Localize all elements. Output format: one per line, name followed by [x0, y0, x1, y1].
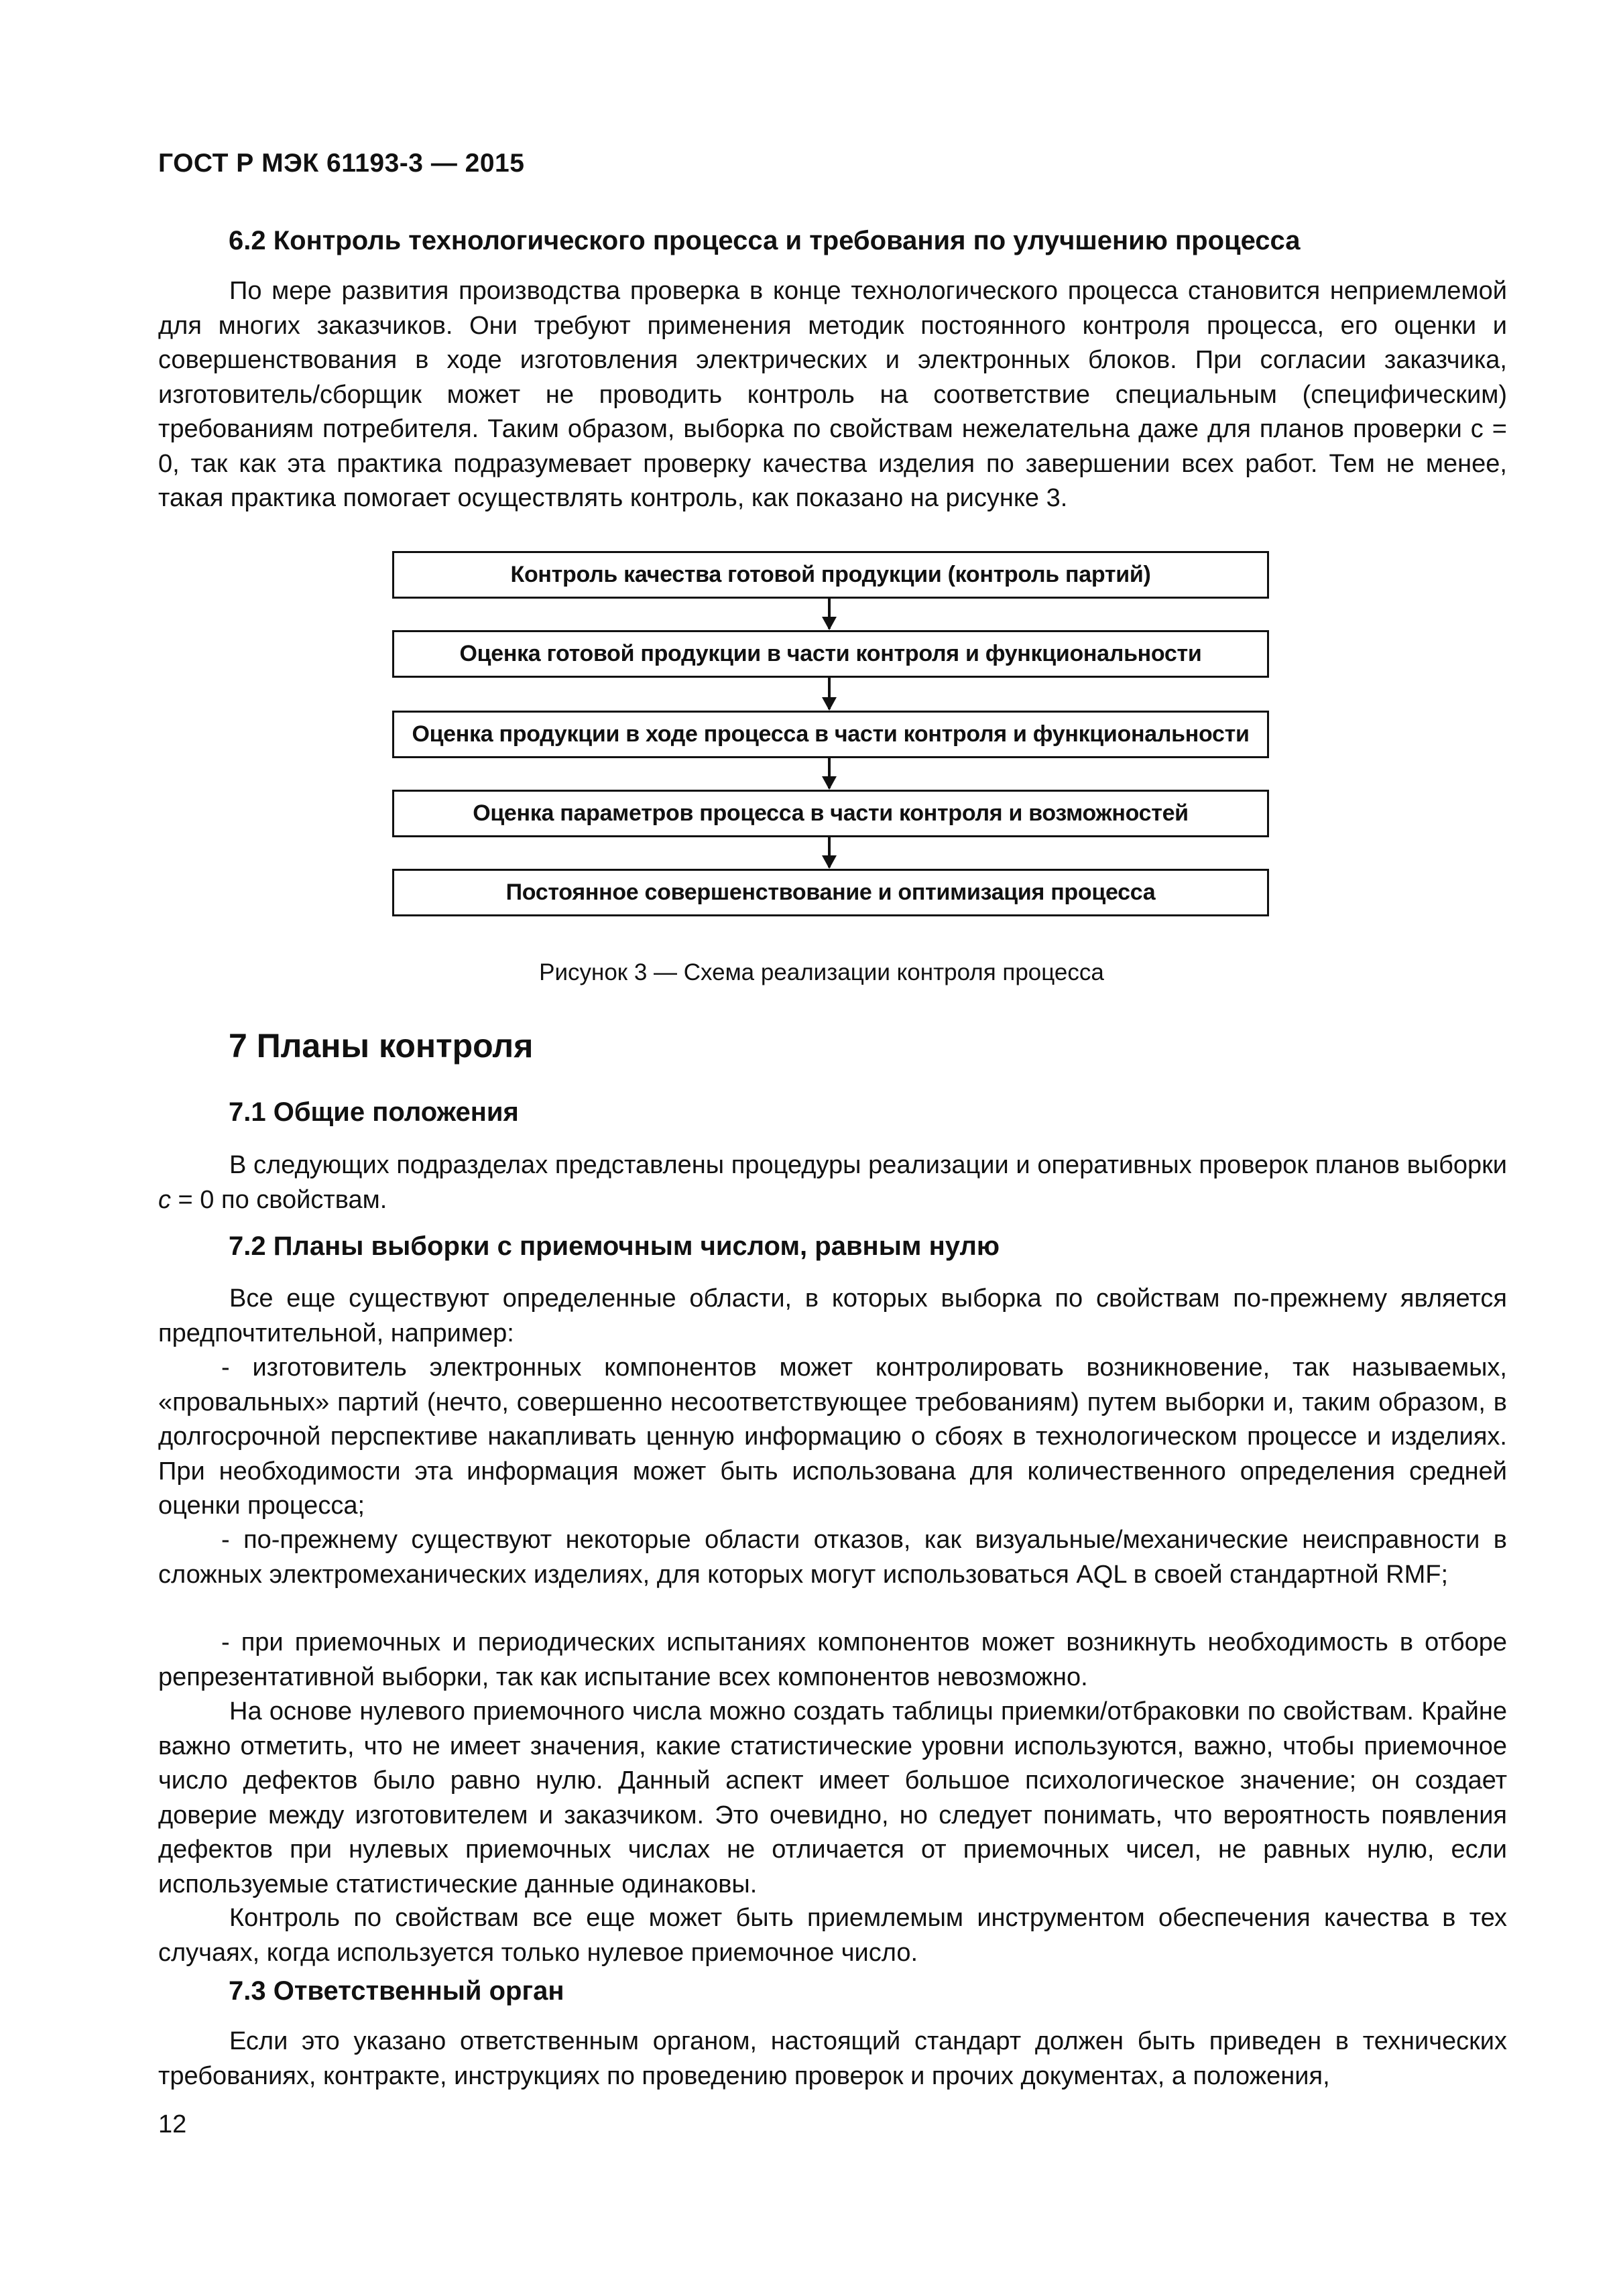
flow-box-5: Постоянное совершенствование и оптимизация процесса	[392, 869, 1269, 916]
section-7-2-paragraph-2: На основе нулевого приемочного числа можно создать таблицы приемки/отбраковки по свойствам. Крайне важно отметить, что не имеет значения, какие статистические уровни используются, важно, чтобы приемочное число дефектов было равно нулю. Данный аспект имеет большое психологическое значение; он создает доверие между изготовителем и заказчиком. Это очевидно, но следует понимать, что вероятность появления дефектов при нулевых приемочных числах не отличается от приемочных чисел, не равных нулю, если используемые статистические данные одинаковы.	[158, 1697, 1507, 1898]
flow-box-1: Контроль качества готовой продукции (контроль партий)	[392, 551, 1269, 599]
section-7-1-variable: c	[158, 1185, 171, 1214]
flow-box-4: Оценка параметров процесса в части контроля и возможностей	[392, 790, 1269, 837]
flow-arrow-2	[828, 678, 831, 709]
section-7-1-text-b: = 0 по свойствам.	[171, 1185, 387, 1214]
section-7-1-heading: 7.1 Общие положения	[229, 1097, 519, 1127]
flow-box-2: Оценка готовой продукции в части контроля и функциональности	[392, 630, 1269, 678]
flow-arrow-1	[828, 599, 831, 629]
page-number: 12	[158, 2110, 187, 2138]
flow-arrow-3	[828, 758, 831, 788]
section-6-2-heading: 6.2 Контроль технологического процесса и требования по улучшению процесса	[229, 226, 1301, 255]
section-7-2-bullet-2: - по-прежнему существуют некоторые области отказов, как визуальные/механические неисправности в сложных электромеханических изделиях, для которых могут использоваться AQL в своей стандартной RMF;	[158, 1526, 1507, 1589]
section-7-2-bullet-1: - изготовитель электронных компонентов может контролировать возникновение, так называемых, «провальных» партий (нечто, совершенно несоответствующее требованиям) путем выборки и, таким образом, в долгосрочной перспективе накапливать ценную информацию о сбоях в технологическом процессе и изделиях. При необходимости эта информация может быть использована для количественного определения средней оценки процесса;	[158, 1353, 1507, 1520]
section-7-3-paragraph: Если это указано ответственным органом, настоящий стандарт должен быть приведен в технических требованиях, контракте, инструкциях по проведению проверок и прочих документах, а положения,	[158, 2027, 1507, 2090]
section-7-heading: 7 Планы контроля	[229, 1027, 534, 1065]
section-6-2-paragraph: По мере развития производства проверка в конце технологического процесса становится неприемлемой для многих заказчиков. Они требуют применения методик постоянного контроля процесса, его оценки и совершенствования в ходе изготовления электрических и электронных блоков. При согласии заказчика, изготовитель/сборщик может не проводить контроль на соответствие специальным (специфическим) требованиям потребителя. Таким образом, выборка по свойствам нежелательна даже для планов проверки с = 0, так как эта практика подразумевает проверку качества изделия по завершении всех работ. Тем не менее, такая практика помогает осуществлять контроль, как показано на рисунке 3.	[158, 277, 1507, 512]
section-7-2-heading: 7.2 Планы выборки с приемочным числом, равным нулю	[229, 1231, 1000, 1261]
figure-3-caption: Рисунок 3 — Схема реализации контроля процесса	[539, 959, 1104, 985]
section-7-1-text-a: В следующих подразделах представлены процедуры реализации и оперативных проверок планов выборки	[229, 1151, 1507, 1179]
document-header: ГОСТ Р МЭК 61193-3 — 2015	[158, 149, 525, 178]
figure-3-flow-diagram	[392, 551, 1269, 918]
section-7-2-bullet-3: - при приемочных и периодических испытаниях компонентов может возникнуть необходимость в отборе репрезентативной выборки, так как испытание всех компонентов невозможно.	[158, 1628, 1507, 1691]
flow-box-3: Оценка продукции в ходе процесса в части контроля и функциональности	[392, 711, 1269, 758]
section-7-2-intro: Все еще существуют определенные области, в которых выборка по свойствам по-прежнему является предпочтительной, например:	[158, 1284, 1507, 1347]
flow-arrow-4	[828, 837, 831, 867]
section-7-3-heading: 7.3 Ответственный орган	[229, 1976, 564, 2006]
section-7-2-paragraph-3: Контроль по свойствам все еще может быть приемлемым инструментом обеспечения качества в тех случаях, когда используется только нулевое приемочное число.	[158, 1904, 1507, 1967]
section-7-1-paragraph	[158, 1148, 1507, 1217]
